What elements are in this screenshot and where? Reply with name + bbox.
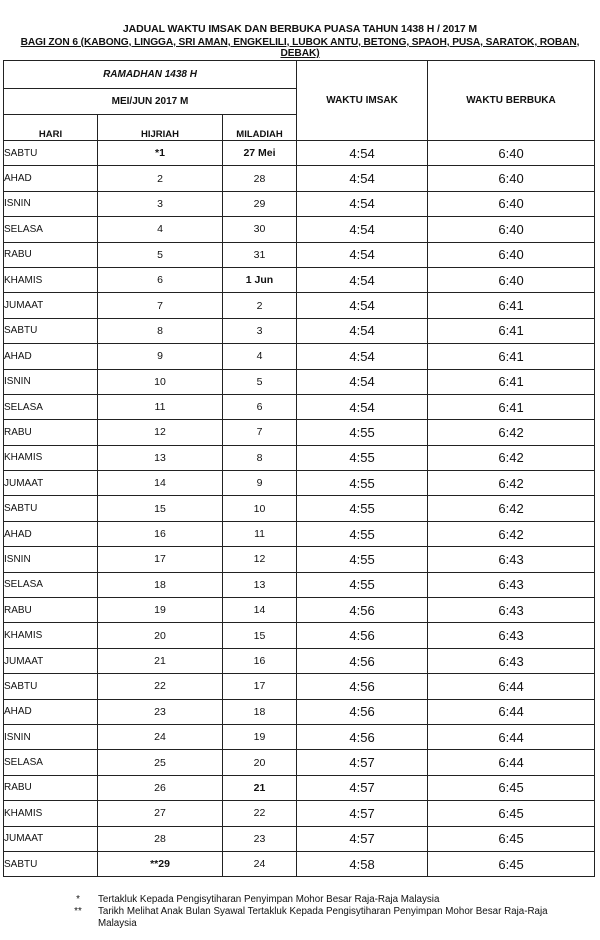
berbuka-time-cell: 6:43 [428, 547, 595, 572]
hijriah-cell: 21 [98, 648, 223, 673]
table-row [4, 242, 595, 267]
berbuka-column-header: WAKTU BERBUKA [428, 61, 595, 141]
imsak-time-cell: 4:56 [297, 724, 428, 749]
miladiah-cell: 23 [223, 826, 297, 851]
table-row [4, 420, 595, 445]
hijriah-cell: 27 [98, 801, 223, 826]
hari-cell: RABU [4, 420, 98, 445]
hijriah-cell: 4 [98, 217, 223, 242]
footnote-marker: * [76, 894, 80, 905]
berbuka-time-cell: 6:42 [428, 445, 595, 470]
hari-cell: KHAMIS [4, 267, 98, 292]
miladiah-cell: 22 [223, 801, 297, 826]
hijriah-cell: 2 [98, 166, 223, 191]
imsak-time-cell: 4:54 [297, 394, 428, 419]
table-row [4, 394, 595, 419]
schedule-table [3, 60, 595, 877]
hijriah-cell: **29 [98, 851, 223, 876]
hijriah-cell: 3 [98, 191, 223, 216]
hari-cell: ISNIN [4, 191, 98, 216]
berbuka-time-cell: 6:43 [428, 623, 595, 648]
hijriah-cell: 18 [98, 572, 223, 597]
berbuka-time-cell: 6:41 [428, 293, 595, 318]
hari-cell: JUMAAT [4, 293, 98, 318]
berbuka-time-cell: 6:42 [428, 471, 595, 496]
hari-cell: JUMAAT [4, 471, 98, 496]
hijriah-cell: 13 [98, 445, 223, 470]
miladiah-cell: 9 [223, 471, 297, 496]
berbuka-time-cell: 6:43 [428, 598, 595, 623]
imsak-time-cell: 4:55 [297, 547, 428, 572]
table-row [4, 141, 595, 166]
miladiah-cell: 30 [223, 217, 297, 242]
berbuka-time-cell: 6:40 [428, 242, 595, 267]
berbuka-time-cell: 6:44 [428, 699, 595, 724]
miladiah-cell: 4 [223, 344, 297, 369]
footnote-2 [66, 906, 586, 930]
imsak-time-cell: 4:56 [297, 623, 428, 648]
footnotes [66, 894, 586, 930]
berbuka-time-cell: 6:43 [428, 648, 595, 673]
hari-cell: ISNIN [4, 724, 98, 749]
hari-cell: SELASA [4, 572, 98, 597]
hari-cell: RABU [4, 598, 98, 623]
hijriah-cell: *1 [98, 141, 223, 166]
table-row [4, 521, 595, 546]
footnote-text: Tertakluk Kepada Pengisytiharan Penyimpan Mohor Besar Raja-Raja Malaysia [98, 894, 440, 905]
miladiah-cell: 20 [223, 750, 297, 775]
miladiah-cell: 6 [223, 394, 297, 419]
miladiah-cell: 3 [223, 318, 297, 343]
hijriah-cell: 23 [98, 699, 223, 724]
imsak-time-cell: 4:54 [297, 191, 428, 216]
berbuka-time-cell: 6:41 [428, 369, 595, 394]
hijriah-cell: 15 [98, 496, 223, 521]
imsak-time-cell: 4:55 [297, 471, 428, 496]
hari-cell: SABTU [4, 851, 98, 876]
imsak-time-cell: 4:54 [297, 318, 428, 343]
hari-cell: JUMAAT [4, 826, 98, 851]
table-row [4, 674, 595, 699]
berbuka-time-cell: 6:42 [428, 420, 595, 445]
miladiah-cell: 13 [223, 572, 297, 597]
footnote-1 [66, 894, 586, 906]
imsak-time-cell: 4:55 [297, 445, 428, 470]
hijriah-cell: 24 [98, 724, 223, 749]
table-row [4, 166, 595, 191]
imsak-time-cell: 4:57 [297, 750, 428, 775]
berbuka-time-cell: 6:45 [428, 801, 595, 826]
table-row [4, 318, 595, 343]
hijriah-cell: 25 [98, 750, 223, 775]
hijriah-cell: 11 [98, 394, 223, 419]
miladiah-cell: 12 [223, 547, 297, 572]
berbuka-time-cell: 6:45 [428, 851, 595, 876]
berbuka-time-cell: 6:41 [428, 394, 595, 419]
imsak-time-cell: 4:56 [297, 598, 428, 623]
hijriah-cell: 10 [98, 369, 223, 394]
imsak-time-cell: 4:55 [297, 572, 428, 597]
miladiah-cell: 1 Jun [223, 267, 297, 292]
miladiah-cell: 21 [223, 775, 297, 800]
table-row [4, 191, 595, 216]
imsak-time-cell: 4:58 [297, 851, 428, 876]
table-row [4, 623, 595, 648]
table-row [4, 699, 595, 724]
hijriah-cell: 19 [98, 598, 223, 623]
table-row [4, 750, 595, 775]
table-row [4, 826, 595, 851]
berbuka-time-cell: 6:42 [428, 496, 595, 521]
imsak-time-cell: 4:54 [297, 293, 428, 318]
imsak-time-cell: 4:54 [297, 344, 428, 369]
imsak-time-cell: 4:56 [297, 699, 428, 724]
table-row [4, 547, 595, 572]
table-row [4, 344, 595, 369]
miladiah-cell: 29 [223, 191, 297, 216]
table-row [4, 369, 595, 394]
berbuka-time-cell: 6:44 [428, 674, 595, 699]
imsak-column-header: WAKTU IMSAK [297, 61, 428, 141]
berbuka-time-cell: 6:41 [428, 318, 595, 343]
miladiah-cell: 15 [223, 623, 297, 648]
berbuka-time-cell: 6:45 [428, 775, 595, 800]
imsak-time-cell: 4:54 [297, 141, 428, 166]
table-row [4, 598, 595, 623]
imsak-time-cell: 4:56 [297, 648, 428, 673]
hari-cell: SABTU [4, 496, 98, 521]
berbuka-time-cell: 6:44 [428, 750, 595, 775]
hari-cell: RABU [4, 242, 98, 267]
table-row [4, 851, 595, 876]
berbuka-time-cell: 6:42 [428, 521, 595, 546]
miladiah-cell: 7 [223, 420, 297, 445]
hari-cell: SELASA [4, 217, 98, 242]
miladiah-cell: 5 [223, 369, 297, 394]
footnote-marker: ** [74, 906, 82, 917]
hari-cell: AHAD [4, 166, 98, 191]
miladiah-cell: 16 [223, 648, 297, 673]
month-header: MEI/JUN 2017 M [4, 89, 297, 115]
document-subtitle: BAGI ZON 6 (KABONG, LINGGA, SRI AMAN, ENGKELILI, LUBOK ANTU, BETONG, SPAOH, PUSA, SARATOK, ROBAN, DEBAK) [20, 37, 580, 59]
hijriah-cell: 22 [98, 674, 223, 699]
table-row [4, 496, 595, 521]
hari-cell: KHAMIS [4, 801, 98, 826]
miladiah-cell: 19 [223, 724, 297, 749]
table-row [4, 471, 595, 496]
footnote-text: Tarikh Melihat Anak Bulan Syawal Tertakluk Kepada Pengisytiharan Penyimpan Mohor Besar Raja-Raja Malaysia [98, 906, 548, 929]
hari-cell: AHAD [4, 521, 98, 546]
hari-cell: KHAMIS [4, 623, 98, 648]
miladiah-cell: 10 [223, 496, 297, 521]
berbuka-time-cell: 6:40 [428, 141, 595, 166]
berbuka-time-cell: 6:43 [428, 572, 595, 597]
hari-cell: SABTU [4, 141, 98, 166]
imsak-time-cell: 4:54 [297, 267, 428, 292]
hijriah-cell: 16 [98, 521, 223, 546]
hari-cell: ISNIN [4, 547, 98, 572]
hari-cell: KHAMIS [4, 445, 98, 470]
ramadhan-header: RAMADHAN 1438 H [4, 61, 297, 89]
hijriah-cell: 28 [98, 826, 223, 851]
hijriah-column-header: HIJRIAH [98, 115, 223, 141]
miladiah-cell: 28 [223, 166, 297, 191]
miladiah-cell: 18 [223, 699, 297, 724]
miladiah-column-header: MILADIAH [223, 115, 297, 141]
table-row [4, 724, 595, 749]
hari-cell: RABU [4, 775, 98, 800]
hijriah-cell: 17 [98, 547, 223, 572]
berbuka-time-cell: 6:41 [428, 344, 595, 369]
miladiah-cell: 31 [223, 242, 297, 267]
imsak-time-cell: 4:55 [297, 521, 428, 546]
berbuka-time-cell: 6:40 [428, 191, 595, 216]
hijriah-cell: 8 [98, 318, 223, 343]
hijriah-cell: 6 [98, 267, 223, 292]
table-row [4, 445, 595, 470]
miladiah-cell: 24 [223, 851, 297, 876]
hijriah-cell: 12 [98, 420, 223, 445]
imsak-time-cell: 4:57 [297, 775, 428, 800]
berbuka-time-cell: 6:40 [428, 217, 595, 242]
imsak-time-cell: 4:54 [297, 166, 428, 191]
miladiah-cell: 17 [223, 674, 297, 699]
miladiah-cell: 27 Mei [223, 141, 297, 166]
hari-cell: SABTU [4, 674, 98, 699]
miladiah-cell: 2 [223, 293, 297, 318]
table-row [4, 801, 595, 826]
imsak-time-cell: 4:56 [297, 674, 428, 699]
hijriah-cell: 26 [98, 775, 223, 800]
schedule-rows [4, 141, 595, 877]
imsak-time-cell: 4:57 [297, 801, 428, 826]
hijriah-cell: 14 [98, 471, 223, 496]
hijriah-cell: 9 [98, 344, 223, 369]
hari-cell: SELASA [4, 394, 98, 419]
hari-cell: JUMAAT [4, 648, 98, 673]
table-row [4, 293, 595, 318]
table-row [4, 572, 595, 597]
table-row [4, 775, 595, 800]
hari-column-header: HARI [4, 115, 98, 141]
hijriah-cell: 20 [98, 623, 223, 648]
hijriah-cell: 5 [98, 242, 223, 267]
berbuka-time-cell: 6:40 [428, 166, 595, 191]
berbuka-time-cell: 6:44 [428, 724, 595, 749]
miladiah-cell: 11 [223, 521, 297, 546]
imsak-time-cell: 4:54 [297, 242, 428, 267]
table-row [4, 648, 595, 673]
hari-cell: SABTU [4, 318, 98, 343]
table-row [4, 267, 595, 292]
table-row [4, 217, 595, 242]
imsak-time-cell: 4:55 [297, 420, 428, 445]
hari-cell: AHAD [4, 344, 98, 369]
hijriah-cell: 7 [98, 293, 223, 318]
hari-cell: ISNIN [4, 369, 98, 394]
hari-cell: AHAD [4, 699, 98, 724]
hari-cell: SELASA [4, 750, 98, 775]
imsak-time-cell: 4:55 [297, 496, 428, 521]
berbuka-time-cell: 6:45 [428, 826, 595, 851]
imsak-time-cell: 4:57 [297, 826, 428, 851]
imsak-time-cell: 4:54 [297, 369, 428, 394]
miladiah-cell: 8 [223, 445, 297, 470]
berbuka-time-cell: 6:40 [428, 267, 595, 292]
imsak-time-cell: 4:54 [297, 217, 428, 242]
document-title: JADUAL WAKTU IMSAK DAN BERBUKA PUASA TAHUN 1438 H / 2017 M [122, 23, 478, 35]
miladiah-cell: 14 [223, 598, 297, 623]
